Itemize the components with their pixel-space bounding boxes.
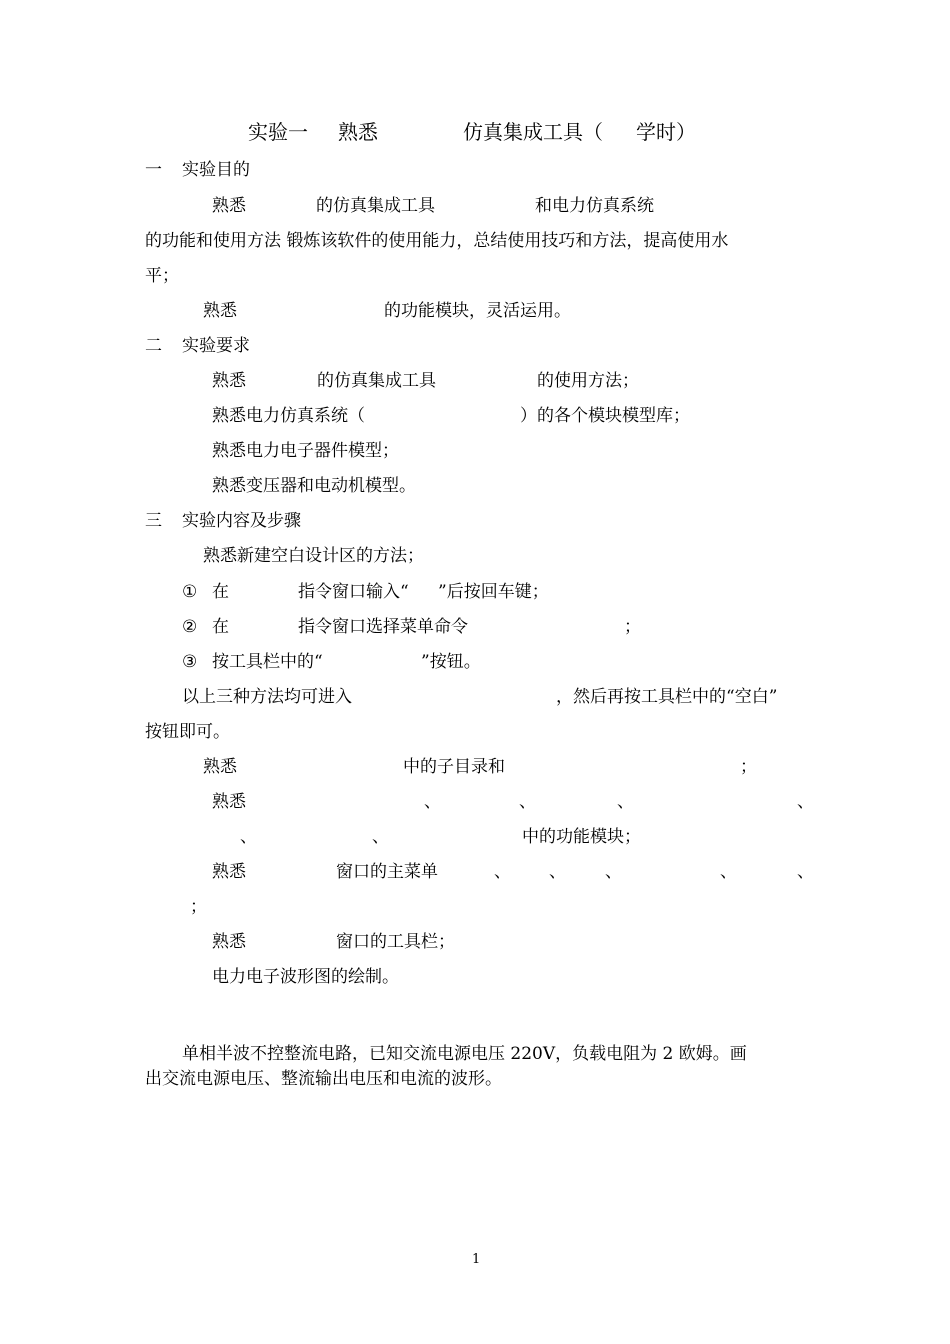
sec3-line7-b: 中的子目录和 (403, 757, 505, 777)
sec1-line1-a: 熟悉 (212, 196, 246, 216)
section-1-heading: 实验目的 (182, 160, 250, 180)
sec3-line5-b: ，然后再按工具栏中的“空白” (556, 687, 778, 707)
sec3-line10-b: 窗口的主菜单 (336, 862, 438, 882)
sec3-line7-c: ； (740, 757, 757, 777)
step-1-c: ”后按回车键； (438, 582, 549, 602)
sec3-line9-comma-1: 、 (240, 827, 257, 847)
sec3-line12-a: 熟悉 (212, 932, 246, 952)
section-3-number: 三 (145, 511, 162, 531)
sec2-line1-a: 熟悉 (212, 371, 246, 391)
sec1-line2: 的功能和使用方法 锻炼该软件的使用能力，总结使用技巧和方法，提高使用水 (145, 231, 729, 251)
sec3-line9-comma-2: 、 (372, 827, 389, 847)
step-2-a: 在 (212, 617, 229, 637)
sec3-line10-comma-3: 、 (605, 862, 622, 882)
sec3-line11: ； (190, 897, 207, 917)
title-part-1: 实验一 (248, 120, 308, 144)
sec2-line2-a: 熟悉电力仿真系统（ (212, 406, 365, 426)
section-2-number: 二 (145, 336, 162, 356)
sec3-line5-a: 以上三种方法均可进入 (182, 687, 352, 707)
section-2-heading: 实验要求 (182, 336, 250, 356)
section-3-heading: 实验内容及步骤 (182, 511, 301, 531)
sec3-line10-comma-4: 、 (720, 862, 737, 882)
sec3-line10-comma-2: 、 (549, 862, 566, 882)
sec3-line10-a: 熟悉 (212, 862, 246, 882)
step-3-marker: ③ (182, 652, 198, 672)
sec3-line10-comma-1: 、 (494, 862, 511, 882)
step-1-marker: ① (182, 582, 198, 602)
sec3-line8-a: 熟悉 (212, 792, 246, 812)
step-1-a: 在 (212, 582, 229, 602)
page-number: 1 (472, 1252, 481, 1267)
sec3-line7-a: 熟悉 (203, 757, 237, 777)
sec3-line8-comma-4: 、 (797, 792, 814, 812)
step-2-b: 指令窗口选择菜单命令 (298, 617, 468, 637)
step-1-b: 指令窗口输入“ (298, 582, 409, 602)
section-1-number: 一 (145, 160, 162, 180)
step-3-b: ”按钮。 (421, 652, 481, 672)
sec1-line1-c: 和电力仿真系统 (535, 196, 654, 216)
step-2-marker: ② (182, 617, 198, 637)
title-part-3: 仿真集成工具（ (463, 120, 603, 144)
title-part-4: 学时） (636, 120, 696, 144)
sec1-line4-a: 熟悉 (203, 301, 237, 321)
task-line-1: 单相半波不控整流电路，已知交流电源电压 220V，负载电阻为 2 欧姆。画 (182, 1044, 747, 1064)
sec1-line1-b: 的仿真集成工具 (316, 196, 435, 216)
sec3-line12-b: 窗口的工具栏； (336, 932, 455, 952)
sec3-line10-comma-5: 、 (797, 862, 814, 882)
sec3-line8-comma-3: 、 (617, 792, 634, 812)
sec1-line3: 平； (145, 266, 179, 286)
sec3-line8-comma-1: 、 (424, 792, 441, 812)
sec1-line4-b: 的功能模块，灵活运用。 (384, 301, 571, 321)
sec3-line13: 电力电子波形图的绘制。 (212, 967, 399, 987)
step-3-a: 按工具栏中的“ (212, 652, 323, 672)
task-line-2: 出交流电源电压、整流输出电压和电流的波形。 (145, 1069, 502, 1089)
sec3-line9-c: 中的功能模块； (522, 827, 641, 847)
sec3-line8-comma-2: 、 (519, 792, 536, 812)
sec3-line1: 熟悉新建空白设计区的方法； (203, 546, 424, 566)
sec2-line3: 熟悉电力电子器件模型； (212, 441, 399, 461)
sec2-line1-c: 的使用方法； (537, 371, 639, 391)
sec3-line6: 按钮即可。 (145, 722, 230, 742)
sec2-line2-b: ）的各个模块模型库； (520, 406, 690, 426)
title-part-2: 熟悉 (338, 120, 378, 144)
sec2-line4: 熟悉变压器和电动机模型。 (212, 476, 416, 496)
step-2-c: ； (624, 617, 641, 637)
sec2-line1-b: 的仿真集成工具 (317, 371, 436, 391)
